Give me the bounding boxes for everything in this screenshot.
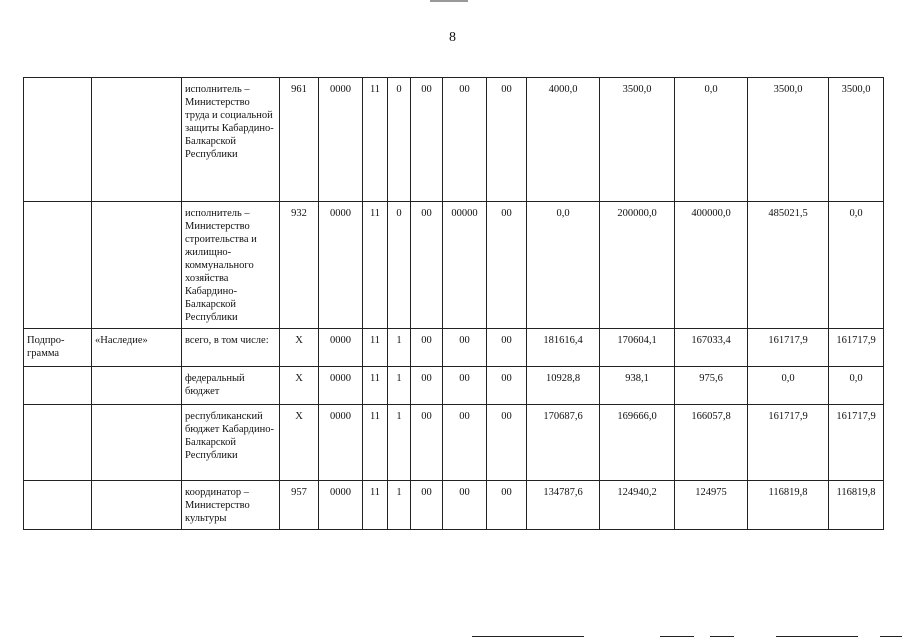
program-name-cell [92,481,182,530]
funding-source-cell: исполнитель – Министерство строительства и жилищно-коммунального хозяйства Кабардино-Балкарской Республики [182,202,280,329]
value-cell: 0000 [319,202,363,329]
value-cell: 116819,8 [829,481,884,530]
value-cell: Х [280,329,319,367]
value-cell: 200000,0 [600,202,675,329]
value-cell: 00 [487,367,527,405]
value-cell: 00 [411,329,443,367]
table-row [24,78,884,202]
value-cell: 00 [411,481,443,530]
funding-source-cell: координатор – Министерство культуры [182,481,280,530]
value-cell: 11 [363,329,388,367]
program-type-cell: Подпро-грамма [24,329,92,367]
value-cell: 170687,6 [527,405,600,481]
value-cell: 4000,0 [527,78,600,202]
value-cell: 11 [363,405,388,481]
value-cell: 0000 [319,367,363,405]
table-row [24,405,884,481]
value-cell: 0,0 [829,367,884,405]
value-cell: 181616,4 [527,329,600,367]
program-type-cell [24,481,92,530]
value-cell: 1 [388,329,411,367]
value-cell: 3500,0 [600,78,675,202]
value-cell: 161717,9 [829,405,884,481]
program-name-cell [92,367,182,405]
funding-source-cell: федеральный бюджет [182,367,280,405]
value-cell: 1 [388,481,411,530]
value-cell: 0000 [319,405,363,481]
value-cell: 400000,0 [675,202,748,329]
value-cell: 11 [363,367,388,405]
value-cell: 166057,8 [675,405,748,481]
funding-source-cell: исполнитель – Министерство труда и социальной защиты Кабардино-Балкарской Республики [182,78,280,202]
program-type-cell [24,78,92,202]
value-cell: 485021,5 [748,202,829,329]
value-cell: 0000 [319,329,363,367]
value-cell: 169666,0 [600,405,675,481]
value-cell: 00 [411,367,443,405]
value-cell: 1 [388,367,411,405]
value-cell: 00 [487,78,527,202]
value-cell: 0000 [319,481,363,530]
value-cell: 00 [443,367,487,405]
program-name-cell [92,202,182,329]
value-cell: 0000 [319,78,363,202]
value-cell: 170604,1 [600,329,675,367]
value-cell: Х [280,367,319,405]
value-cell: 161717,9 [748,329,829,367]
table-row [24,481,884,530]
value-cell: 00 [443,481,487,530]
value-cell: 00000 [443,202,487,329]
value-cell: 124940,2 [600,481,675,530]
program-name-cell: «Наследие» [92,329,182,367]
program-type-cell [24,405,92,481]
table-body [24,78,884,530]
value-cell: 161717,9 [829,329,884,367]
value-cell: 167033,4 [675,329,748,367]
funding-source-cell: республиканский бюджет Кабардино-Балкарской Республики [182,405,280,481]
value-cell: 10928,8 [527,367,600,405]
value-cell: 0,0 [748,367,829,405]
value-cell: 3500,0 [829,78,884,202]
value-cell: 938,1 [600,367,675,405]
value-cell: 00 [487,329,527,367]
value-cell: 00 [487,405,527,481]
value-cell: 00 [443,405,487,481]
funding-source-cell: всего, в том числе: [182,329,280,367]
value-cell: 00 [487,202,527,329]
program-type-cell [24,367,92,405]
value-cell: 975,6 [675,367,748,405]
value-cell: 161717,9 [748,405,829,481]
value-cell: 0 [388,202,411,329]
value-cell: 961 [280,78,319,202]
value-cell: 134787,6 [527,481,600,530]
budget-table [23,77,884,530]
value-cell: 0,0 [675,78,748,202]
value-cell: 11 [363,202,388,329]
program-name-cell [92,78,182,202]
value-cell: 3500,0 [748,78,829,202]
value-cell: 00 [487,481,527,530]
value-cell: 00 [411,78,443,202]
value-cell: 00 [443,78,487,202]
value-cell: 0 [388,78,411,202]
page-number: 8 [449,30,456,45]
value-cell: 932 [280,202,319,329]
value-cell: 1 [388,405,411,481]
value-cell: 00 [443,329,487,367]
value-cell: 0,0 [527,202,600,329]
table-row [24,367,884,405]
value-cell: 124975 [675,481,748,530]
value-cell: 00 [411,202,443,329]
table-row [24,329,884,367]
table-row [24,202,884,329]
value-cell: 957 [280,481,319,530]
top-edge-mark [430,0,468,2]
program-name-cell [92,405,182,481]
value-cell: 116819,8 [748,481,829,530]
value-cell: 0,0 [829,202,884,329]
value-cell: 00 [411,405,443,481]
program-type-cell [24,202,92,329]
value-cell: Х [280,405,319,481]
value-cell: 11 [363,78,388,202]
value-cell: 11 [363,481,388,530]
